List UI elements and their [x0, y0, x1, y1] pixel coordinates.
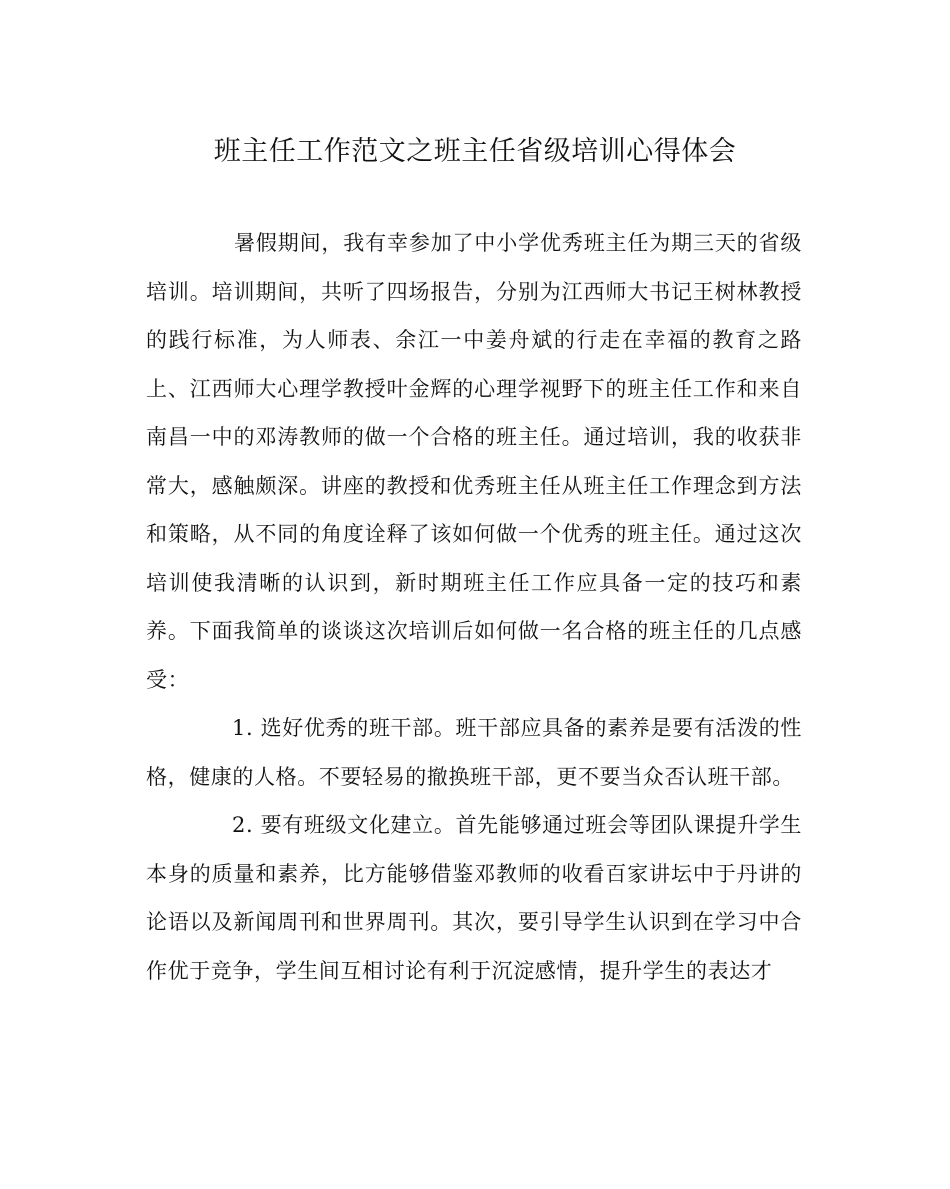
paragraph-point-1: 1. 选好优秀的班干部。班干部应具备的素养是要有活泼的性格，健康的人格。不要轻易的撤换班干部，更不要当众否认班干部。 [146, 716, 802, 789]
document-title: 班主任工作范文之班主任省级培训心得体会 [213, 136, 737, 167]
document-body [146, 219, 802, 995]
paragraph-intro: 暑假期间，我有幸参加了中小学优秀班主任为期三天的省级培训。培训期间，共听了四场报告，分别为江西师大书记王树林教授的践行标准，为人师表、余江一中姜舟斌的行走在幸福的教育之路上、江西师大心理学教授叶金辉的心理学视野下的班主任工作和来自南昌一中的邓涛教师的做一个合格的班主任。通过培训，我的收获非常大，感触颇深。讲座的教授和优秀班主任从班主任工作理念到方法和策略，从不同的角度诠释了该如何做一个优秀的班主任。通过这次培训使我清晰的认识到，新时期班主任工作应具备一定的技巧和素养。下面我简单的谈谈这次培训后如何做一名合格的班主任的几点感受： [146, 231, 802, 692]
paragraph-point-2: 2. 要有班级文化建立。首先能够通过班会等团队课提升学生本身的质量和素养，比方能够借鉴邓教师的收看百家讲坛中于丹讲的论语以及新闻周刊和世界周刊。其次，要引导学生认识到在学习中合作优于竞争，学生间互相讨论有利于沉淀感情，提升学生的表达才 [146, 813, 802, 983]
